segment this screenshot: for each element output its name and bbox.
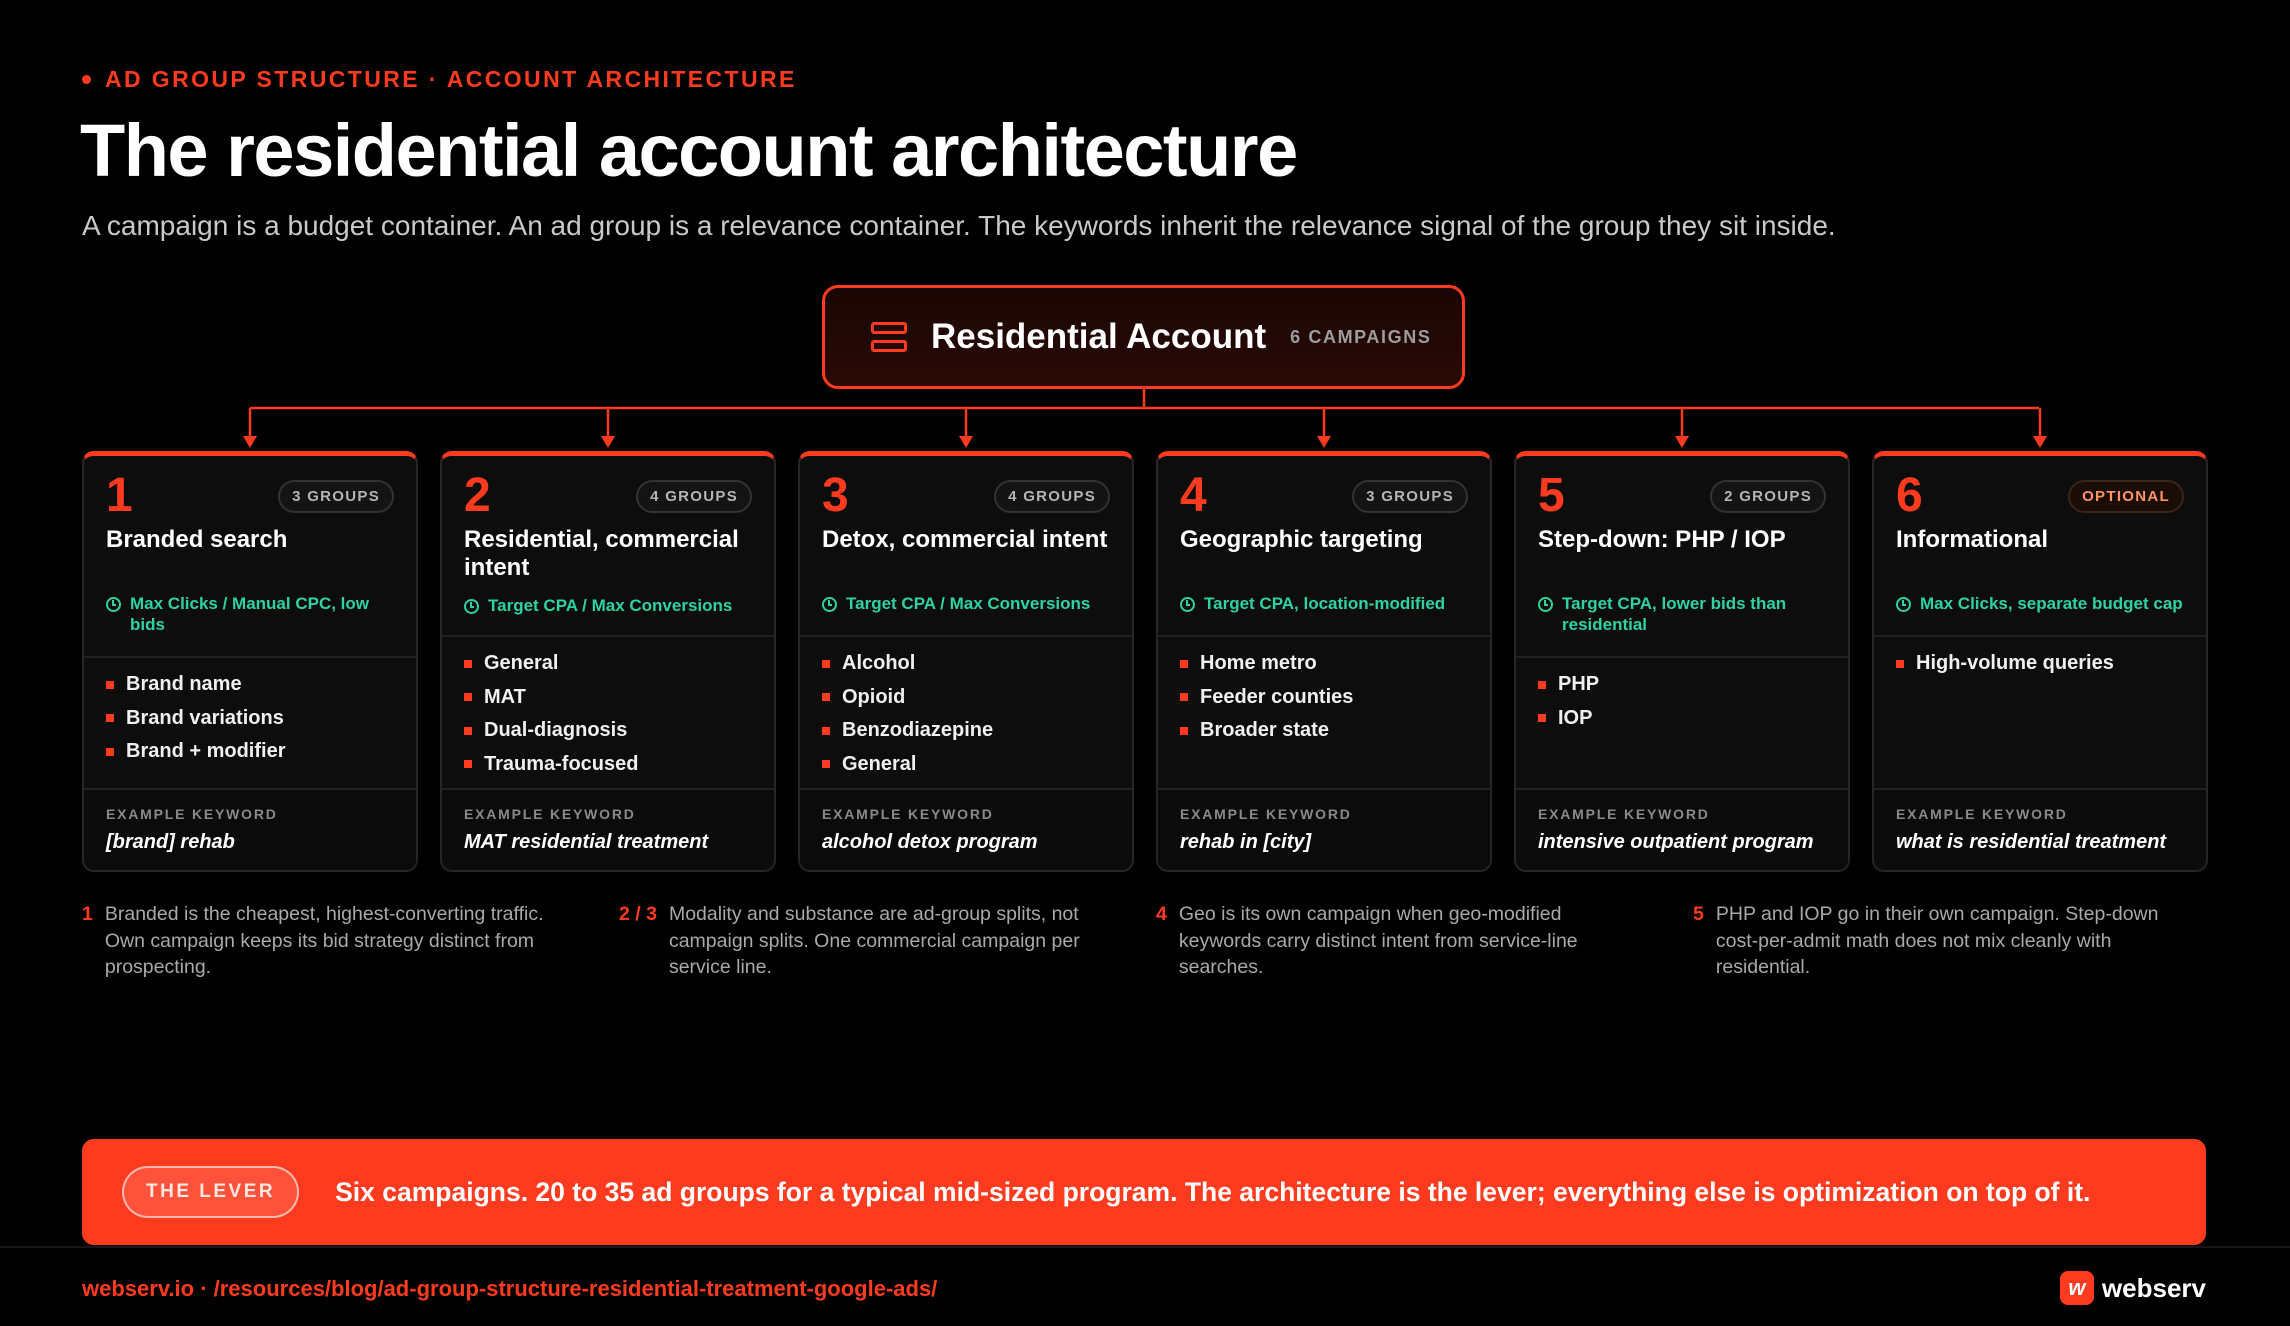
bid-strategy-text: Max Clicks, separate budget cap [1920,594,2183,613]
ad-group-list [106,668,394,769]
bullet-square-icon [464,760,472,768]
bid-strategy-text: Target CPA, location-modified [1204,594,1446,613]
card-divider [442,635,774,637]
example-keyword-block [1158,788,1490,870]
campaign-title: Residential, commercial intent [464,526,739,582]
bullet-square-icon [464,660,472,668]
example-keyword-label: EXAMPLE KEYWORD [1180,806,1352,822]
example-keyword-block [84,788,416,870]
bullet-square-icon [106,681,114,689]
clock-icon [106,597,121,612]
bullet-square-icon [822,760,830,768]
campaign-card-2 [440,451,776,872]
example-keyword-block [1874,788,2206,870]
ad-group-item [464,748,752,782]
card-divider [84,656,416,658]
bid-strategy-text: Target CPA / Max Conversions [488,596,733,615]
brand-wordmark: webserv [2101,1272,2206,1303]
ad-group-label: Broader state [1200,719,1329,742]
ad-group-label: General [842,752,917,775]
campaign-group-count-badge: OPTIONAL [2068,480,2184,513]
campaign-group-count-badge: 4 GROUPS [636,480,752,513]
ad-group-item [822,647,1110,681]
campaign-number: 1 [106,469,133,522]
footnote-key: 5 [1693,903,1704,925]
example-keyword: what is residential treatment [1896,831,2167,853]
campaign-title: Branded search [106,526,288,553]
ad-group-item [106,668,394,702]
footnote-key: 4 [1156,903,1167,925]
ad-group-item [822,748,1110,782]
bullet-square-icon [1538,714,1546,722]
bid-strategy-text: Max Clicks / Manual CPC, low bids [130,594,370,634]
clock-icon [822,597,837,612]
ad-group-item [464,647,752,681]
ad-group-label: IOP [1558,706,1593,729]
bullet-square-icon [106,748,114,756]
card-divider [1874,635,2206,637]
root-account-badge: 6 CAMPAIGNS [1290,326,1432,347]
example-keyword: intensive outpatient program [1538,831,1814,853]
campaign-card-4 [1156,451,1492,872]
ad-group-item [1180,714,1468,748]
bid-strategy-text: Target CPA, lower bids than residential [1562,594,1787,634]
ad-group-label: Trauma-focused [484,752,639,775]
campaign-card-3 [798,451,1134,872]
ad-group-item [464,714,752,748]
root-account-name: Residential Account [931,317,1267,356]
campaign-title: Informational [1896,526,2049,553]
ad-group-item [822,681,1110,715]
ad-group-item [1538,702,1826,736]
clock-icon [464,599,479,614]
ad-group-item [1896,647,2184,681]
ad-group-label: Brand + modifier [126,740,286,763]
bullet-square-icon [1180,727,1188,735]
campaign-card-1 [82,451,418,872]
campaign-group-count-badge: 3 GROUPS [278,480,394,513]
campaign-card-6 [1872,451,2208,872]
footnote-key: 1 [82,903,93,925]
connector-arrow-2 [601,436,615,448]
eyebrow-dot [82,75,91,84]
example-keyword-block [442,788,774,870]
lever-tag: THE LEVER [122,1166,299,1218]
eyebrow-text: AD GROUP STRUCTURE · ACCOUNT ARCHITECTURE [105,66,797,92]
ad-group-list [464,647,752,781]
ad-group-item [1538,668,1826,702]
ad-group-label: Home metro [1200,652,1317,675]
brand-mark-icon: w [2060,1271,2094,1305]
ad-group-label: Feeder counties [1200,685,1354,708]
example-keyword: alcohol detox program [822,831,1038,853]
server-stack-icon [871,322,907,352]
clock-icon [1896,597,1911,612]
ad-group-item [106,735,394,769]
example-keyword-label: EXAMPLE KEYWORD [1538,806,1710,822]
footnote-2 [619,901,1099,981]
footnote-text: Branded is the cheapest, highest-converting traffic. Own campaign keeps its bid strategy distinct from prospecting. [104,903,544,979]
ad-group-label: High-volume queries [1916,652,2114,675]
bid-strategy [1896,594,2184,615]
connector-arrow-4 [1317,436,1331,448]
campaign-card-5 [1514,451,1850,872]
lever-text: Six campaigns. 20 to 35 ad groups for a typical mid-sized program. The architecture is the lever; everything else is optimization on top of it. [335,1176,2091,1207]
example-keyword: MAT residential treatment [464,831,709,853]
ad-group-label: Opioid [842,685,906,708]
campaign-number: 6 [1896,469,1923,522]
connector-arrow-3 [959,436,973,448]
campaign-number: 4 [1180,469,1207,522]
connector-arrow-5 [1675,436,1689,448]
bid-strategy [1538,594,1826,635]
bullet-square-icon [464,727,472,735]
bullet-square-icon [822,727,830,735]
footnote-text: Geo is its own campaign when geo-modified keywords carry distinct intent from service-line searches. [1178,903,1578,979]
page-title: The residential account architecture [80,109,1297,192]
brand-logo[interactable] [2060,1271,2206,1305]
bullet-square-icon [822,693,830,701]
ad-group-item [822,714,1110,748]
ad-group-list [1538,668,1826,735]
lever-banner [82,1139,2206,1245]
ad-group-item [106,702,394,736]
bid-strategy [1180,594,1468,615]
bullet-square-icon [106,714,114,722]
ad-group-list [1180,647,1468,748]
ad-group-label: Dual-diagnosis [484,719,628,742]
footer-divider [0,1246,2290,1248]
footnote-key: 2 / 3 [619,903,657,925]
eyebrow [82,66,797,93]
ad-group-label: PHP [1558,673,1600,696]
connector-arrow-6 [2033,436,2047,448]
bid-strategy [822,594,1110,615]
ad-group-item [464,681,752,715]
ad-group-label: Benzodiazepine [842,719,994,742]
ad-group-label: Brand name [126,673,242,696]
ad-group-list [1896,647,2184,681]
clock-icon [1180,597,1195,612]
card-divider [800,635,1132,637]
bid-strategy [464,596,752,617]
footnote-text: Modality and substance are ad-group splits, not campaign splits. One commercial campaign per service line. [668,903,1080,979]
bullet-square-icon [822,660,830,668]
card-divider [1158,635,1490,637]
ad-group-item [1180,681,1468,715]
ad-group-label: General [484,652,559,675]
bid-strategy [106,594,394,635]
bullet-square-icon [1538,681,1546,689]
campaign-title: Detox, commercial intent [822,526,1108,553]
campaign-group-count-badge: 3 GROUPS [1352,480,1468,513]
connector-arrow-1 [243,436,257,448]
bullet-square-icon [464,693,472,701]
example-keyword-label: EXAMPLE KEYWORD [822,806,994,822]
bullet-square-icon [1896,660,1904,668]
example-keyword-block [800,788,1132,870]
example-keyword-label: EXAMPLE KEYWORD [1896,806,2068,822]
example-keyword-block [1516,788,1848,870]
footnote-4 [1693,901,2173,981]
footnote-text: PHP and IOP go in their own campaign. Step-down cost-per-admit math does not mix cleanly with residential. [1715,903,2159,979]
ad-group-item [1180,647,1468,681]
bullet-square-icon [1180,693,1188,701]
campaign-title: Geographic targeting [1180,526,1423,553]
example-keyword: [brand] rehab [106,831,235,853]
footnote-3 [1156,901,1636,981]
campaign-number: 3 [822,469,849,522]
bullet-square-icon [1180,660,1188,668]
ad-group-list [822,647,1110,781]
footer-url-link[interactable]: webserv.io · /resources/blog/ad-group-structure-residential-treatment-google-ads/ [82,1276,938,1301]
ad-group-label: Alcohol [842,652,916,675]
campaign-group-count-badge: 4 GROUPS [994,480,1110,513]
campaign-group-count-badge: 2 GROUPS [1710,480,1826,513]
ad-group-label: MAT [484,685,526,708]
card-divider [1516,656,1848,658]
page-subtitle: A campaign is a budget container. An ad group is a relevance container. The keywords inherit the relevance signal of the group they sit inside. [82,210,1836,241]
campaign-title: Step-down: PHP / IOP [1538,526,1786,553]
campaign-number: 2 [464,469,491,522]
footnote-1 [82,901,562,981]
bid-strategy-text: Target CPA / Max Conversions [846,594,1091,613]
clock-icon [1538,597,1553,612]
ad-group-label: Brand variations [126,706,284,729]
example-keyword: rehab in [city] [1180,831,1312,853]
campaign-number: 5 [1538,469,1565,522]
root-account-node [822,285,1465,389]
example-keyword-label: EXAMPLE KEYWORD [106,806,278,822]
example-keyword-label: EXAMPLE KEYWORD [464,806,636,822]
